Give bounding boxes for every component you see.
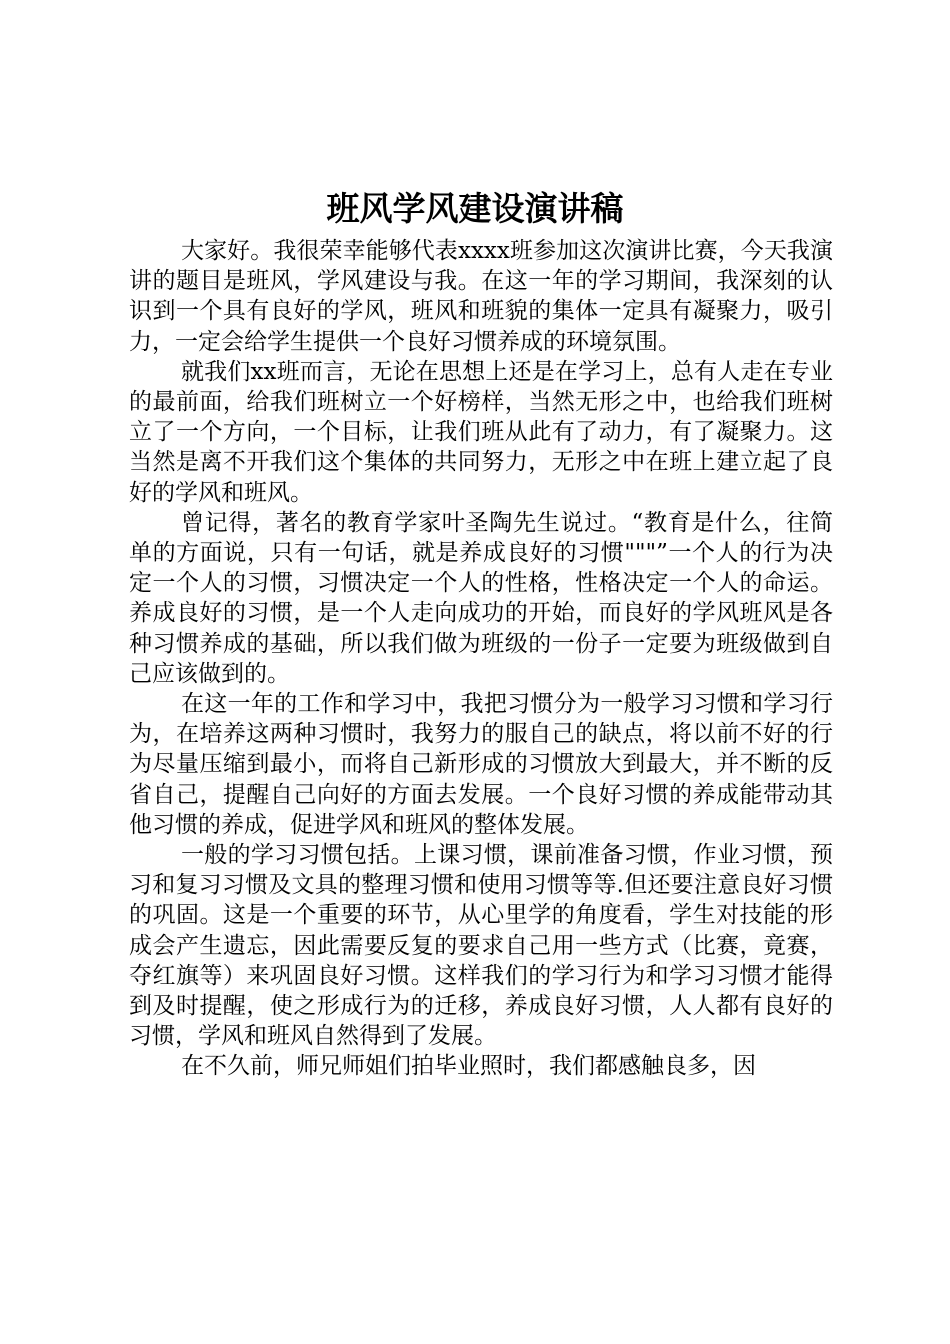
paragraph-4: 在这一年的工作和学习中，我把习惯分为一般学习习惯和学习行为，在培养这两种习惯时，我努力的服自己的缺点，将以前不好的行为尽量压缩到最小，而将自己新形成的习惯放大到最大，并不断的反省自己，提醒自己向好的方面去发展。一个良好习惯的养成能带动其他习惯的养成，促进学风和班风的整体发展。 [129,691,833,838]
paragraph-1: 大家好。我很荣幸能够代表xxxx班参加这次演讲比赛，今天我演讲的题目是班风，学风建设与我。在这一年的学习期间，我深刻的认识到一个具有良好的学风，班风和班貌的集体一定具有凝聚力，吸引力，一定会给学生提供一个良好习惯养成的环境氛围。 [129,238,833,355]
paragraph-5: 一般的学习习惯包括。上课习惯，课前准备习惯，作业习惯，预习和复习习惯及文具的整理习惯和使用习惯等等.但还要注意良好习惯的巩固。这是一个重要的环节，从心里学的角度看，学生对技能的形成会产生遗忘，因此需要反复的要求自己用一些方式（比赛，竟赛，夺红旗等）来巩固良好习惯。这样我们的学习行为和学习习惯才能得到及时提醒，使之形成行为的迁移，养成良好习惯，人人都有良好的习惯，学风和班风自然得到了发展。 [129,842,833,1050]
paragraph-2: 就我们xx班而言，无论在思想上还是在学习上，总有人走在专业的最前面，给我们班树立一个好榜样，当然无形之中，也给我们班树立了一个方向，一个目标，让我们班从此有了动力，有了凝聚力。这当然是离不开我们这个集体的共同努力，无形之中在班上建立起了良好的学风和班风。 [129,358,833,506]
document-body [129,236,833,1082]
paragraph-6: 在不久前，师兄师姐们拍毕业照时，我们都感触良多，因 [181,1053,756,1080]
document-title: 班风学风建设演讲稿 [326,189,624,228]
paragraph-3: 曾记得，著名的教育学家叶圣陶先生说过。“教育是什么，往简单的方面说，只有一句话，就是养成良好的习惯"""”一个人的行为决定一个人的习惯，习惯决定一个人的性格，性格决定一个人的命运。养成良好的习惯，是一个人走向成功的开始，而良好的学风班风是各种习惯养成的基础，所以我们做为班级的一份子一定要为班级做到自己应该做到的。 [129,509,833,687]
